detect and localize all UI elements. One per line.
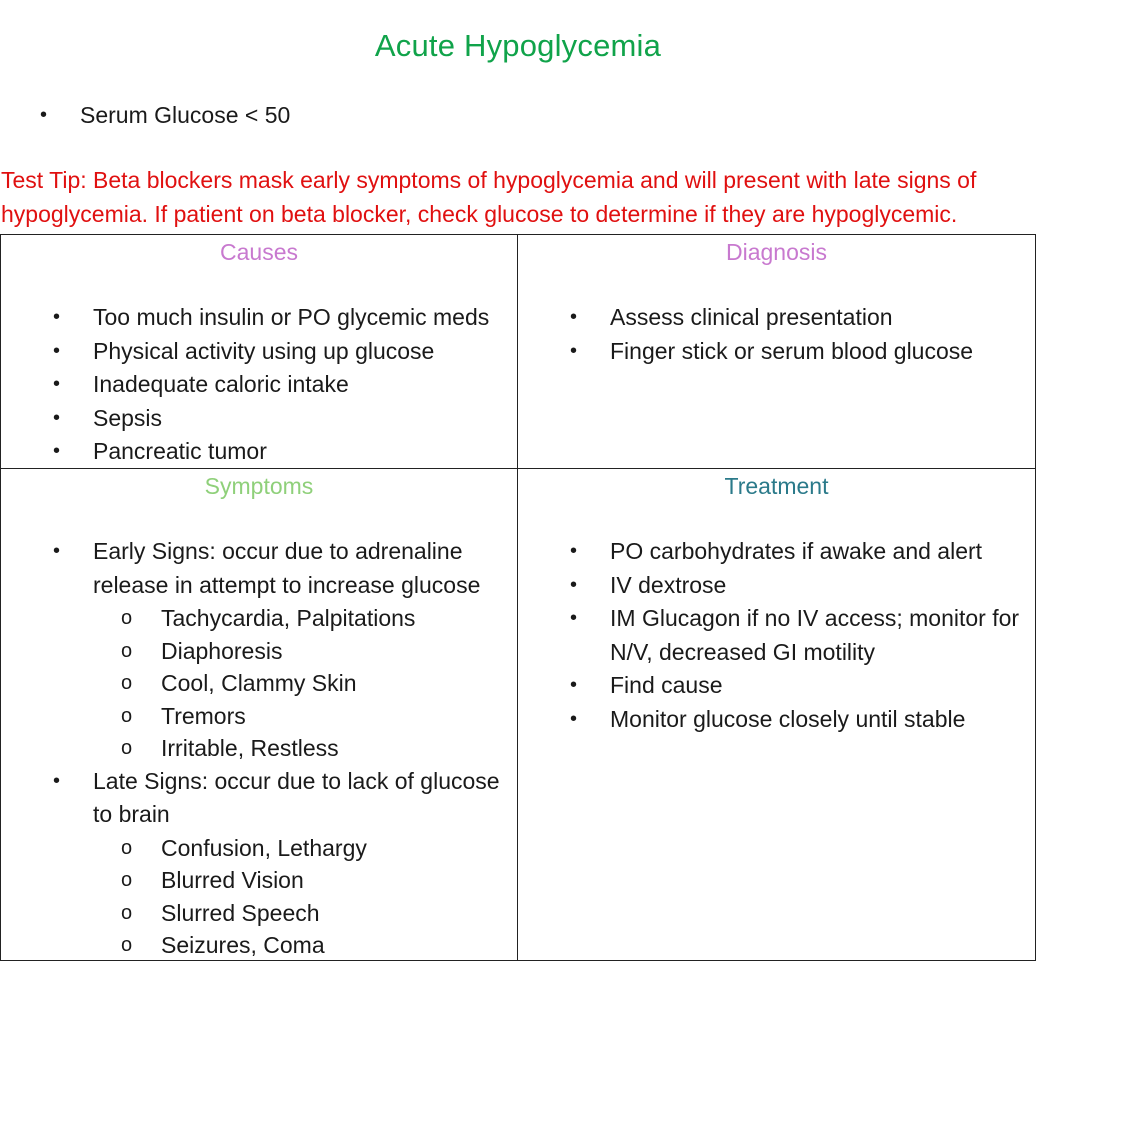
sub-list-item	[81, 602, 517, 635]
bullet-icon: •	[53, 406, 61, 429]
list-item	[1, 435, 517, 469]
sub-list-item-text: Blurred Vision	[161, 867, 304, 893]
list-item-text: IV dextrose	[610, 571, 727, 598]
list-item-text: Pancreatic tumor	[93, 438, 267, 464]
sub-list-item-text: Irritable, Restless	[161, 735, 339, 761]
symptoms-list	[1, 535, 517, 962]
early-signs-label: Early Signs: occur due to adrenaline release in attempt to increase glucose	[93, 538, 481, 598]
circle-bullet-icon: o	[121, 934, 133, 956]
list-item-text: Inadequate caloric intake	[93, 371, 349, 397]
list-item	[518, 301, 1035, 335]
bullet-icon: •	[40, 104, 48, 126]
list-item	[518, 703, 1035, 737]
list-item-late-signs	[1, 765, 517, 962]
info-table	[0, 234, 1036, 961]
diagnosis-list	[518, 301, 1035, 368]
bullet-icon: •	[53, 339, 61, 362]
bullet-icon: •	[570, 607, 578, 629]
symptoms-heading: Symptoms	[204, 473, 314, 499]
sub-list-item	[81, 897, 517, 930]
sub-list-item	[81, 700, 517, 733]
list-item	[1, 368, 517, 402]
page-title: Acute Hypoglycemia	[374, 28, 662, 63]
list-item-text: Monitor glucose closely until stable	[610, 705, 966, 732]
list-item-text: Finger stick or serum blood glucose	[610, 337, 974, 364]
list-item-text: IM Glucagon if no IV access; monitor for N/V, decreased GI motility	[610, 605, 1020, 665]
circle-bullet-icon: o	[121, 639, 133, 662]
sub-list-item-text: Diaphoresis	[161, 637, 283, 664]
sub-list-item-text: Cool, Clammy Skin	[161, 670, 357, 696]
diagnosis-cell	[518, 235, 1035, 469]
late-signs-list	[93, 832, 517, 962]
list-item	[518, 602, 1035, 669]
causes-heading: Causes	[220, 239, 298, 265]
list-item	[1, 301, 517, 335]
bullet-icon: •	[53, 306, 61, 328]
sub-list-item	[81, 832, 517, 865]
list-item	[518, 535, 1035, 569]
treatment-heading: Treatment	[724, 473, 829, 499]
list-item	[518, 669, 1035, 703]
bullet-icon: •	[53, 373, 61, 395]
list-item	[518, 335, 1035, 369]
bullet-icon: •	[570, 674, 578, 696]
sub-list-item	[81, 864, 517, 897]
circle-bullet-icon: o	[121, 672, 133, 694]
sub-list-item-text: Tachycardia, Palpitations	[161, 605, 416, 631]
list-item-text: Find cause	[610, 672, 723, 698]
sub-list-item-text: Slurred Speech	[161, 899, 320, 926]
definition-bullet	[40, 102, 290, 129]
bullet-icon: •	[570, 339, 578, 362]
bullet-icon: •	[570, 306, 578, 328]
late-signs-label: Late Signs: occur due to lack of glucose to brain	[93, 767, 500, 827]
diagnosis-heading: Diagnosis	[726, 239, 827, 265]
circle-bullet-icon: o	[121, 869, 133, 891]
circle-bullet-icon: o	[121, 607, 133, 629]
circle-bullet-icon: o	[121, 704, 133, 727]
list-item-text: Assess clinical presentation	[610, 304, 893, 330]
sub-list-item	[81, 732, 517, 765]
bullet-icon: •	[570, 707, 578, 730]
sub-list-item	[81, 667, 517, 700]
bullet-icon: •	[53, 540, 61, 562]
causes-list	[1, 301, 517, 469]
list-item-text: Physical activity using up glucose	[93, 337, 435, 364]
circle-bullet-icon: o	[121, 737, 133, 759]
list-item-early-signs	[1, 535, 517, 765]
list-item	[1, 402, 517, 436]
bullet-icon: •	[53, 769, 61, 792]
sub-list-item-text: Tremors	[161, 702, 246, 729]
list-item-text: PO carbohydrates if awake and alert	[610, 538, 983, 564]
sub-list-item	[81, 929, 517, 962]
treatment-cell	[518, 469, 1035, 960]
sub-list-item-text: Confusion, Lethargy	[161, 834, 367, 861]
early-signs-list	[93, 602, 517, 765]
circle-bullet-icon: o	[121, 836, 133, 859]
treatment-list	[518, 535, 1035, 736]
test-tip: Test Tip: Beta blockers mask early symptoms of hypoglycemia and will present with late signs of hypoglycemia. If patient on beta blocker, check glucose to determine if they are hypoglycemic.	[1, 167, 977, 227]
bullet-icon: •	[570, 540, 578, 562]
sub-list-item	[81, 635, 517, 668]
symptoms-cell	[1, 469, 518, 960]
definition-text: Serum Glucose < 50	[80, 102, 291, 128]
circle-bullet-icon: o	[121, 901, 133, 924]
list-item	[518, 569, 1035, 603]
list-item-text: Sepsis	[93, 404, 163, 431]
list-item	[1, 335, 517, 369]
list-item-text: Too much insulin or PO glycemic meds	[93, 304, 490, 330]
sub-list-item-text: Seizures, Coma	[161, 932, 325, 958]
causes-cell	[1, 235, 518, 469]
bullet-icon: •	[570, 573, 578, 596]
bullet-icon: •	[53, 440, 61, 462]
